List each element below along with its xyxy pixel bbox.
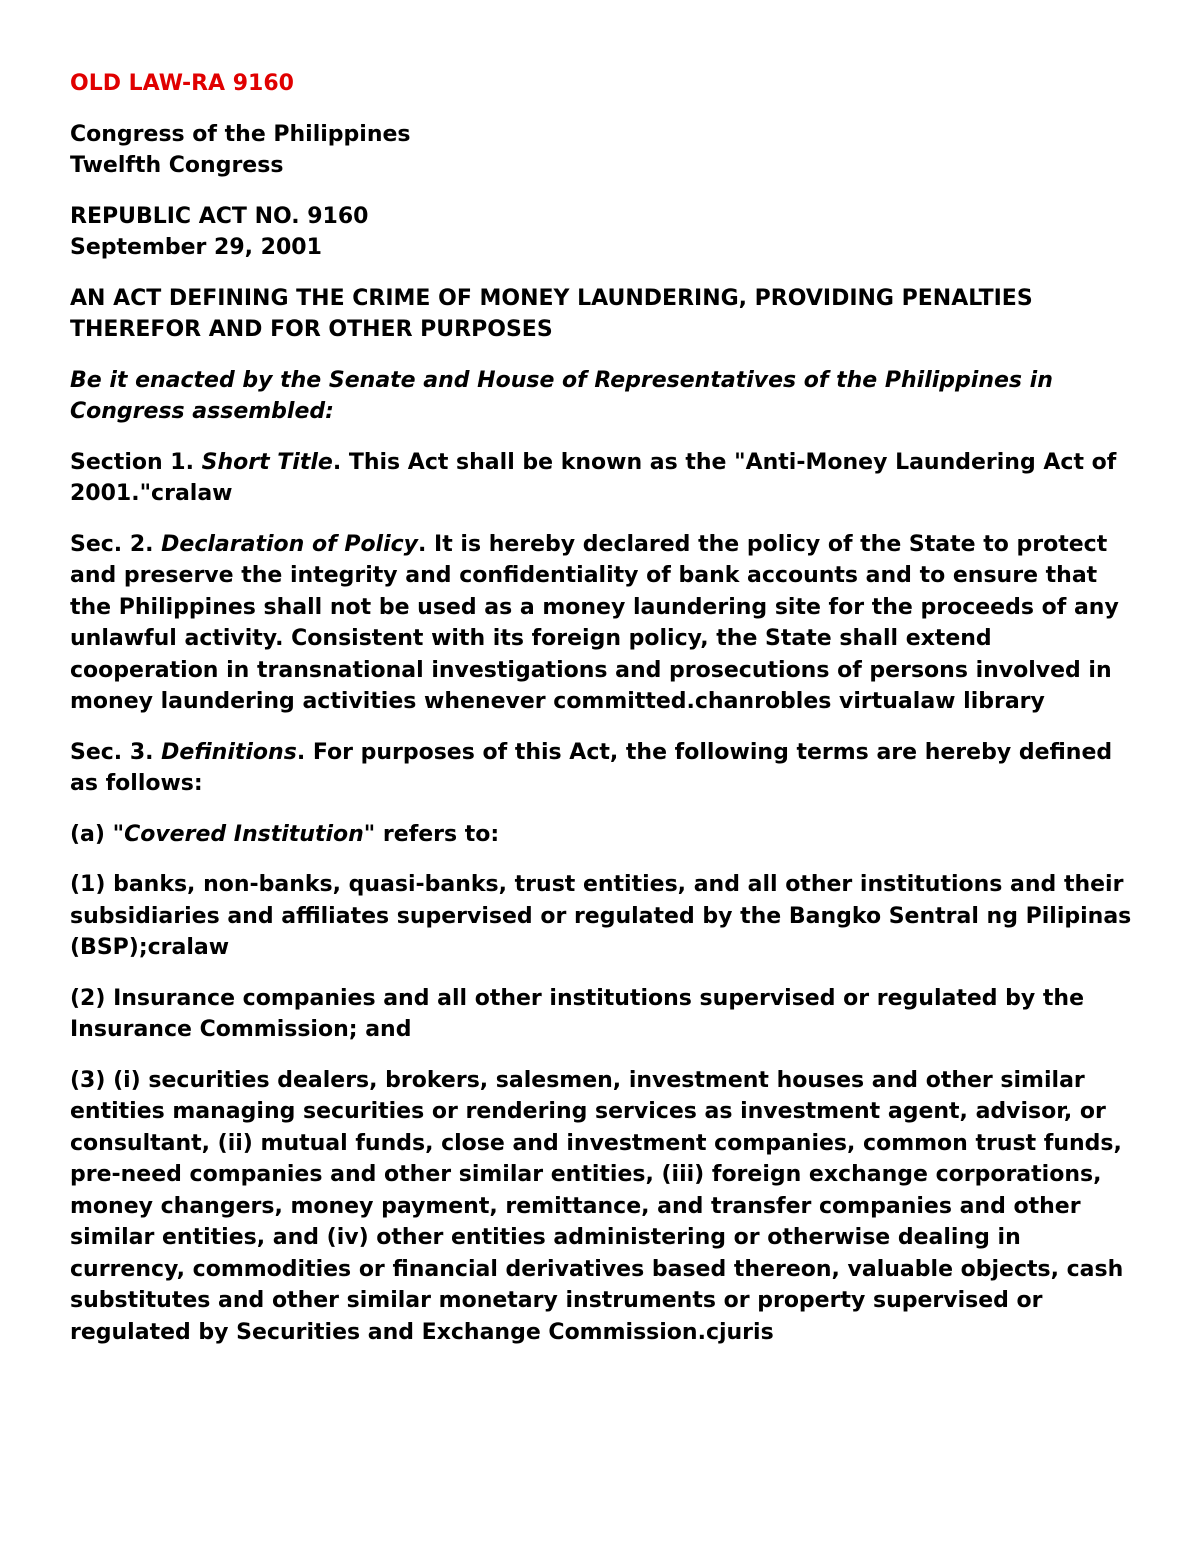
section-text: . It is hereby declared the policy of the State to protect and preserve the integrity and confidentiality of bank accounts and to ensure that the Philippines shall not be used as a money laundering site for the proceeds of any unlawful activity. Consistent with its foreign policy, the State shall extend cooperation in transnational investigations and prosecutions of persons involved in money laundering activities whenever committed.chanrobles virtualaw library — [70, 531, 1119, 714]
document-label: OLD LAW-RA 9160 — [70, 71, 294, 96]
section-text: . For purposes of this Act, the following terms are hereby defined as follows: — [70, 739, 1113, 796]
congress-name: Congress of the Philippines — [70, 121, 411, 147]
section-3 — [70, 737, 1140, 800]
section-heading: Short Title — [201, 449, 333, 475]
section-heading: Definitions — [161, 739, 297, 765]
definition-term: Covered Institution — [124, 821, 364, 847]
section-2 — [70, 529, 1140, 718]
act-number: REPUBLIC ACT NO. 9160 — [70, 203, 369, 229]
section-heading: Declaration of Policy — [161, 531, 419, 557]
congress-session: Twelfth Congress — [70, 153, 284, 178]
section-number: Sec. 2. — [70, 531, 154, 557]
document-page — [70, 68, 1140, 1367]
act-title: AN ACT DEFINING THE CRIME OF MONEY LAUNDERING, PROVIDING PENALTIES THEREFOR AND FOR OTHER PURPOSES — [70, 285, 1033, 342]
act-identifier — [70, 201, 1140, 264]
act-date: September 29, 2001 — [70, 235, 322, 260]
enacting-clause: Be it enacted by the Senate and House of Representatives of the Philippines in Congress assembled: — [70, 367, 1053, 424]
section-1 — [70, 447, 1140, 510]
definition-prefix: (a) " — [70, 821, 125, 847]
list-item: (1) banks, non-banks, quasi-banks, trust entities, and all other institutions and their subsidiaries and affiliates supervised or regulated by the Bangko Sentral ng Pilipinas (BSP);cralaw — [70, 872, 1132, 960]
definition-a — [70, 819, 1140, 851]
congress-header — [70, 119, 1140, 182]
section-number: Section 1. — [70, 449, 194, 475]
list-item: (2) Insurance companies and all other institutions supervised or regulated by the Insurance Commission; and — [70, 985, 1085, 1042]
section-text: . This Act shall be known as the "Anti-Money Laundering Act of 2001."cralaw — [70, 449, 1117, 506]
definition-suffix: " refers to: — [363, 821, 500, 847]
section-number: Sec. 3. — [70, 739, 154, 765]
list-item: (3) (i) securities dealers, brokers, salesmen, investment houses and other similar entities managing securities or rendering services as investment agent, advisor, or consultant, (ii) mutual funds, close and investment companies, common trust funds, pre-need companies and other similar entities, (iii) foreign exchange corporations, money changers, money payment, remittance, and transfer companies and other similar entities, and (iv) other entities administering or otherwise dealing in currency, commodities or financial derivatives based thereon, valuable objects, cash substitutes and other similar monetary instruments or property supervised or regulated by Securities and Exchange Commission.cjuris — [70, 1067, 1124, 1345]
